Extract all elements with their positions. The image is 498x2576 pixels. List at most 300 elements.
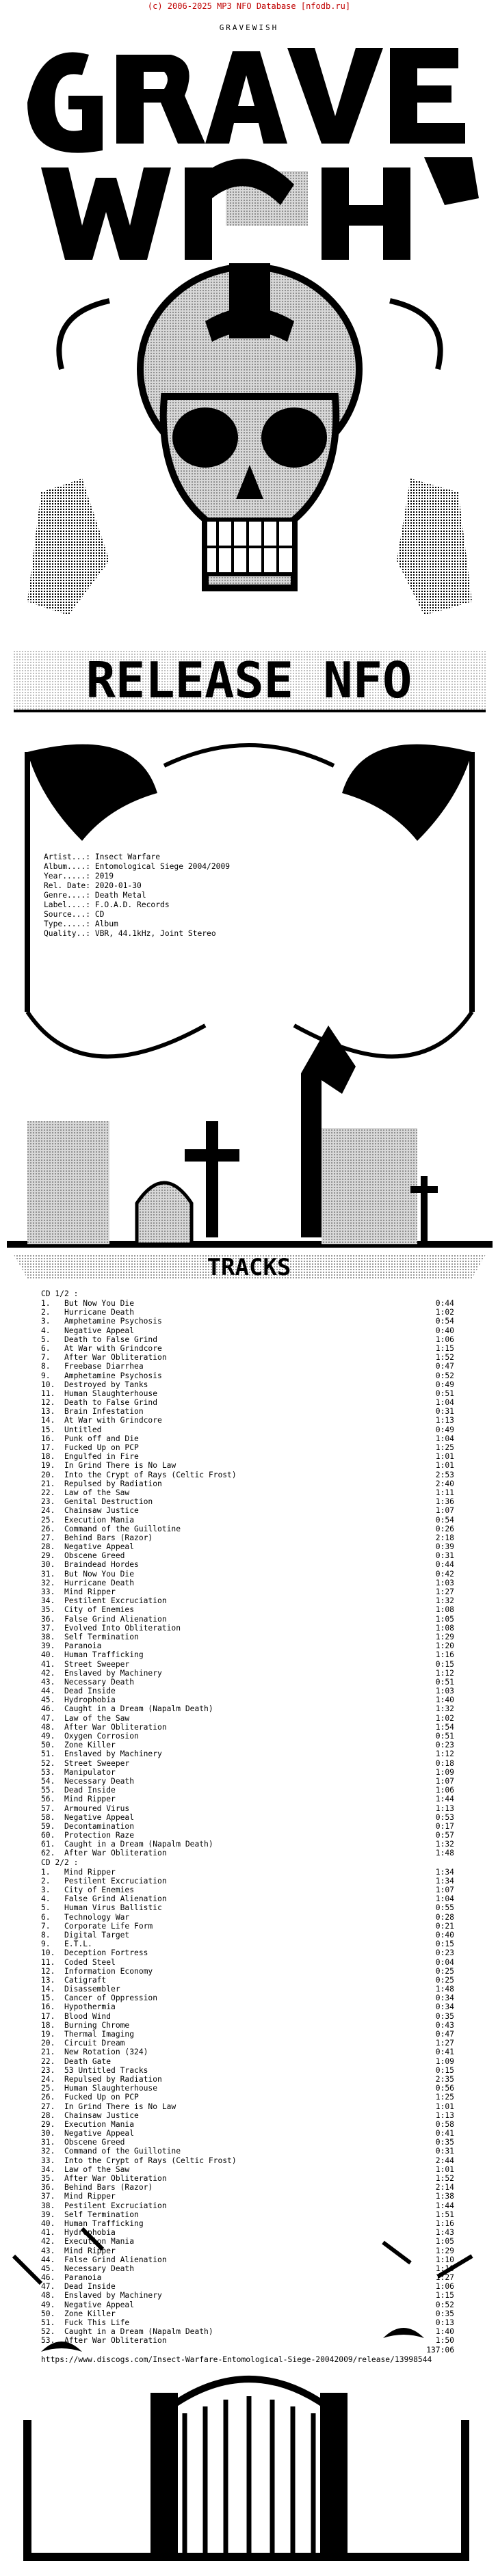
track-duration: 0:26: [435, 1524, 454, 1533]
group-name: GRAVEWISH: [219, 23, 279, 32]
track-title: 18. Burning Chrome: [41, 2020, 130, 2030]
track-duration: 1:03: [435, 1687, 454, 1696]
track-duration: 0:31: [435, 1551, 454, 1561]
track-row: [41, 2255, 454, 2264]
track-title: 13. Brain Infestation: [41, 1407, 144, 1417]
track-row: [41, 2210, 454, 2219]
track-duration: 1:03: [435, 1578, 454, 1587]
track-title: 37. Mind Ripper: [41, 2192, 116, 2201]
track-title: 25. Execution Mania: [41, 1515, 135, 1525]
track-duration: 0:51: [435, 1388, 454, 1398]
info-album: Album....: Entomological Siege 2004/2009: [44, 862, 231, 871]
track-duration: 1:09: [435, 2056, 454, 2066]
track-title: 9. E.T.L.: [41, 1940, 92, 1949]
track-title: 35. City of Enemies: [41, 1605, 135, 1615]
track-duration: 1:32: [435, 1840, 454, 1849]
track-duration: 0:35: [435, 2138, 454, 2147]
track-row: [41, 2219, 454, 2228]
track-title: 56. Mind Ripper: [41, 1795, 116, 1804]
track-title: 36. Behind Bars (Razor): [41, 2183, 153, 2192]
track-title: 22. Death Gate: [41, 2056, 112, 2066]
track-row: [41, 1650, 454, 1659]
track-duration: 0:41: [435, 2129, 454, 2138]
track-duration: 1:09: [435, 1767, 454, 1777]
track-duration: 1:02: [435, 1308, 454, 1317]
track-duration: 0:54: [435, 1317, 454, 1326]
track-row: [41, 2093, 454, 2102]
track-row: [41, 2336, 454, 2345]
track-row: [41, 1461, 454, 1470]
track-title: 51. Enslaved by Machinery: [41, 1749, 162, 1759]
track-row: [41, 2165, 454, 2174]
track-duration: 1:15: [435, 1343, 454, 1353]
track-title: 41. Hydrophobia: [41, 2228, 116, 2238]
track-duration: 1:01: [435, 2102, 454, 2111]
info-quality: Quality..: VBR, 44.1kHz, Joint Stereo: [44, 929, 216, 938]
track-row: [41, 1479, 454, 1488]
gravewish-logo: [27, 48, 479, 260]
track-title: 39. Paranoia: [41, 1641, 102, 1651]
track-title: 15. Cancer of Oppression: [41, 1994, 158, 2003]
cd2-label: CD 2/2 :: [41, 1857, 79, 1867]
info-source: Source...: CD: [44, 910, 105, 919]
track-row: [41, 1326, 454, 1335]
track-title: 44. Dead Inside: [41, 1687, 116, 1696]
track-row: [41, 1533, 454, 1542]
track-row: [41, 2129, 454, 2138]
track-row: [41, 1516, 454, 1525]
track-row: [41, 2174, 454, 2183]
track-row: [41, 1678, 454, 1687]
cd1-label: CD 1/2 :: [41, 1289, 79, 1298]
track-row: [41, 1371, 454, 1380]
track-duration: 0:31: [435, 2147, 454, 2156]
track-duration: 1:25: [435, 2093, 454, 2102]
track-title: 34. Law of the Saw: [41, 2164, 130, 2174]
track-row: [41, 1542, 454, 1551]
track-row: [41, 2282, 454, 2291]
track-duration: 1:06: [435, 1334, 454, 1344]
track-title: 14. At War with Grindcore: [41, 1416, 162, 1425]
track-title: 52. Caught in a Dream (Napalm Death): [41, 2327, 213, 2337]
track-title: 30. Braindead Hordes: [41, 1560, 139, 1570]
release-info: [44, 853, 230, 939]
track-row: [41, 1471, 454, 1479]
track-duration: 0:51: [435, 1732, 454, 1741]
track-row: [41, 2264, 454, 2273]
cd2-tracklist: [41, 1868, 454, 2346]
track-duration: 1:07: [435, 1886, 454, 1894]
discogs-url[interactable]: https://www.discogs.com/Insect-Warfare-Entomological-Siege-20042009/release/13998544: [41, 2354, 432, 2364]
track-row: [41, 1831, 454, 1840]
track-title: 45. Necessary Death: [41, 2264, 135, 2273]
track-duration: 1:05: [435, 2237, 454, 2246]
track-duration: 1:06: [435, 2282, 454, 2292]
track-title: 60. Protection Raze: [41, 1831, 135, 1840]
release-nfo-banner: [14, 649, 486, 711]
track-duration: 1:48: [435, 1985, 454, 1994]
track-title: 32. Hurricane Death: [41, 1578, 135, 1587]
track-row: [41, 2147, 454, 2156]
track-title: 15. Untitled: [41, 1425, 102, 1434]
track-duration: 0:13: [435, 2318, 454, 2327]
track-row: [41, 1994, 454, 2002]
track-title: 43. Mind Ripper: [41, 2246, 116, 2255]
track-row: [41, 1443, 454, 1452]
track-duration: 1:04: [435, 1398, 454, 1408]
track-row: [41, 2066, 454, 2075]
track-title: 11. Coded Steel: [41, 1957, 116, 1967]
track-title: 26. Fucked Up on PCP: [41, 2093, 139, 2102]
track-title: 5. Death to False Grind: [41, 1334, 158, 1344]
track-duration: 1:50: [435, 2336, 454, 2346]
track-row: [41, 1886, 454, 1894]
track-duration: 1:12: [435, 1668, 454, 1678]
track-duration: 1:29: [435, 2246, 454, 2255]
track-duration: 1:51: [435, 2210, 454, 2219]
track-duration: 0:58: [435, 2119, 454, 2129]
track-title: 33. Into the Crypt of Rays (Celtic Frost): [41, 2156, 237, 2165]
track-row: [41, 2183, 454, 2192]
track-title: 21. New Rotation (324): [41, 2048, 148, 2057]
track-row: [41, 2111, 454, 2120]
track-duration: 1:07: [435, 1776, 454, 1786]
track-title: 27. Behind Bars (Razor): [41, 1533, 153, 1542]
track-row: [41, 1362, 454, 1371]
track-title: 59. Decontamination: [41, 1821, 135, 1831]
track-duration: 0:35: [435, 2011, 454, 2021]
track-row: [41, 1940, 454, 1948]
track-duration: 1:16: [435, 2218, 454, 2228]
track-row: [41, 2084, 454, 2093]
track-duration: 0:25: [435, 1966, 454, 1976]
track-duration: 1:40: [435, 2327, 454, 2337]
track-title: 49. Oxygen Corrosion: [41, 1732, 139, 1741]
track-title: 40. Human Trafficking: [41, 1650, 144, 1660]
track-title: 8. Freebase Diarrhea: [41, 1362, 144, 1371]
track-duration: 1:11: [435, 1488, 454, 1497]
track-row: [41, 1723, 454, 1732]
track-title: 58. Negative Appeal: [41, 1812, 135, 1822]
track-title: 22. Law of the Saw: [41, 1488, 130, 1497]
track-duration: 1:10: [435, 2264, 454, 2273]
track-duration: 2:53: [435, 1470, 454, 1479]
track-duration: 0:49: [435, 1380, 454, 1389]
track-title: 19. Thermal Imaging: [41, 2030, 135, 2039]
track-duration: 1:48: [435, 1849, 454, 1858]
track-duration: 0:23: [435, 1741, 454, 1750]
track-row: [41, 2309, 454, 2318]
track-title: 38. Self Termination: [41, 1632, 139, 1641]
track-duration: 0:47: [435, 2030, 454, 2039]
track-duration: 0:44: [435, 1299, 454, 1308]
track-row: [41, 2156, 454, 2165]
track-row: [41, 1804, 454, 1813]
track-title: 62. After War Obliteration: [41, 1849, 167, 1858]
track-row: [41, 1687, 454, 1695]
track-title: 14. Disassembler: [41, 1985, 120, 1994]
track-title: 37. Evolved Into Obliteration: [41, 1623, 181, 1633]
track-duration: 1:13: [435, 2110, 454, 2120]
track-duration: 1:38: [435, 2192, 454, 2201]
track-row: [41, 2002, 454, 2011]
track-row: [41, 1497, 454, 1506]
track-title: 43. Necessary Death: [41, 1677, 135, 1687]
track-title: 8. Digital Target: [41, 1930, 130, 1940]
track-duration: 1:04: [435, 1434, 454, 1443]
track-title: 38. Pestilent Excruciation: [41, 2201, 167, 2210]
track-duration: 1:29: [435, 1632, 454, 1641]
track-title: 39. Self Termination: [41, 2210, 139, 2219]
track-duration: 1:36: [435, 1497, 454, 1507]
track-title: 17. Blood Wind: [41, 2011, 112, 2021]
track-title: 21. Repulsed by Radiation: [41, 1479, 162, 1488]
track-title: 6. At War with Grindcore: [41, 1343, 162, 1353]
track-title: 4. False Grind Alienation: [41, 1894, 167, 1904]
track-title: 25. Human Slaughterhouse: [41, 2084, 158, 2093]
track-row: [41, 1353, 454, 1362]
track-duration: 1:06: [435, 1786, 454, 1795]
track-duration: 0:28: [435, 1912, 454, 1922]
track-title: 44. False Grind Alienation: [41, 2255, 167, 2264]
track-title: 27. In Grind There is No Law: [41, 2102, 176, 2111]
total-duration: 137:06: [426, 2345, 454, 2354]
track-duration: 0:51: [435, 1677, 454, 1687]
track-title: 35. After War Obliteration: [41, 2174, 167, 2183]
track-row: [41, 1615, 454, 1624]
track-row: [41, 2228, 454, 2237]
track-title: 61. Caught in a Dream (Napalm Death): [41, 1840, 213, 1849]
track-title: 18. Engulfed in Fire: [41, 1452, 139, 1462]
track-row: [41, 1398, 454, 1407]
track-title: 28. Chainsaw Justice: [41, 2110, 139, 2120]
track-row: [41, 2057, 454, 2066]
track-row: [41, 1704, 454, 1713]
track-row: [41, 1749, 454, 1758]
track-duration: 1:12: [435, 1749, 454, 1759]
track-title: 1. Mind Ripper: [41, 1867, 116, 1877]
track-duration: 0:56: [435, 2084, 454, 2093]
track-title: 34. Pestilent Excruciation: [41, 1596, 167, 1606]
info-artist: Artist...: Insect Warfare: [44, 853, 161, 861]
track-title: 24. Chainsaw Justice: [41, 1506, 139, 1516]
track-title: 53. After War Obliteration: [41, 2336, 167, 2346]
track-duration: 0:15: [435, 2065, 454, 2075]
track-title: 11. Human Slaughterhouse: [41, 1388, 158, 1398]
track-title: 50. Zone Killer: [41, 1741, 116, 1750]
track-row: [41, 1488, 454, 1497]
track-duration: 2:35: [435, 2074, 454, 2084]
track-title: 42. Execution Mania: [41, 2237, 135, 2246]
track-row: [41, 1877, 454, 1886]
info-year: Year.....: 2019: [44, 872, 114, 881]
track-row: [41, 1903, 454, 1912]
track-duration: 0:52: [435, 1371, 454, 1380]
track-row: [41, 2318, 454, 2327]
track-title: 32. Command of the Guillotine: [41, 2147, 181, 2156]
track-title: 10. Deception Fortress: [41, 1948, 148, 1958]
track-row: [41, 2327, 454, 2336]
track-title: 17. Fucked Up on PCP: [41, 1443, 139, 1452]
track-title: 47. Law of the Saw: [41, 1713, 130, 1723]
track-row: [41, 1714, 454, 1723]
track-duration: 1:08: [435, 1605, 454, 1615]
track-title: 16. Hypothermia: [41, 2002, 116, 2012]
tracks-banner: [14, 1254, 486, 1281]
track-duration: 1:08: [435, 1623, 454, 1633]
track-row: [41, 1587, 454, 1596]
track-duration: 1:16: [435, 1650, 454, 1660]
track-duration: 1:44: [435, 1795, 454, 1804]
track-row: [41, 1948, 454, 1957]
track-duration: 1:27: [435, 1587, 454, 1596]
track-row: [41, 1759, 454, 1768]
track-row: [41, 1506, 454, 1515]
track-duration: 1:32: [435, 1704, 454, 1714]
track-row: [41, 1425, 454, 1434]
track-duration: 1:27: [435, 2273, 454, 2283]
track-duration: 1:01: [435, 1452, 454, 1462]
track-row: [41, 1525, 454, 1533]
track-row: [41, 1551, 454, 1560]
track-duration: 0:04: [435, 1957, 454, 1967]
track-title: 2. Hurricane Death: [41, 1308, 135, 1317]
track-row: [41, 1570, 454, 1579]
track-duration: 1:32: [435, 1596, 454, 1606]
track-row: [41, 2012, 454, 2021]
track-row: [41, 1768, 454, 1777]
track-title: 49. Negative Appeal: [41, 2300, 135, 2309]
track-title: 6. Technology War: [41, 1912, 130, 1922]
track-row: [41, 1669, 454, 1678]
track-duration: 2:14: [435, 2183, 454, 2192]
track-row: [41, 2201, 454, 2210]
track-row: [41, 2030, 454, 2039]
track-duration: 1:44: [435, 2201, 454, 2210]
track-duration: 0:18: [435, 1758, 454, 1768]
track-duration: 0:31: [435, 1407, 454, 1417]
track-title: 5. Human Virus Ballistic: [41, 1903, 162, 1913]
track-duration: 1:04: [435, 1894, 454, 1904]
track-title: 33. Mind Ripper: [41, 1587, 116, 1596]
track-title: 48. Enslaved by Machinery: [41, 2291, 162, 2300]
track-row: [41, 1335, 454, 1344]
track-row: [41, 1777, 454, 1786]
track-duration: 1:01: [435, 1461, 454, 1471]
track-row: [41, 2273, 454, 2282]
track-row: [41, 1579, 454, 1587]
track-duration: 0:57: [435, 1831, 454, 1840]
track-row: [41, 1624, 454, 1633]
track-row: [41, 1344, 454, 1353]
track-title: 7. After War Obliteration: [41, 1353, 167, 1363]
track-title: 23. Genital Destruction: [41, 1497, 153, 1507]
track-title: 13. Catigraft: [41, 1975, 107, 1985]
track-duration: 1:34: [435, 1867, 454, 1877]
track-duration: 0:25: [435, 1975, 454, 1985]
track-title: 16. Punk off and Die: [41, 1434, 139, 1443]
track-duration: 1:54: [435, 1722, 454, 1732]
track-title: 19. In Grind There is No Law: [41, 1461, 176, 1471]
track-duration: 1:05: [435, 1614, 454, 1624]
track-title: 30. Negative Appeal: [41, 2129, 135, 2138]
track-title: 55. Dead Inside: [41, 1786, 116, 1795]
track-title: 57. Armoured Virus: [41, 1803, 130, 1813]
track-duration: 1:01: [435, 2164, 454, 2174]
info-genre: Genre....: Death Metal: [44, 891, 146, 900]
track-duration: 0:39: [435, 1542, 454, 1552]
track-row: [41, 1813, 454, 1822]
track-row: [41, 1434, 454, 1443]
track-title: 29. Execution Mania: [41, 2119, 135, 2129]
track-duration: 0:49: [435, 1425, 454, 1434]
track-duration: 0:17: [435, 1821, 454, 1831]
track-row: [41, 2192, 454, 2201]
track-row: [41, 1317, 454, 1326]
track-duration: 0:54: [435, 1515, 454, 1525]
track-duration: 1:52: [435, 2174, 454, 2183]
info-label: Label....: F.O.A.D. Records: [44, 900, 170, 909]
track-duration: 1:02: [435, 1713, 454, 1723]
track-duration: 1:07: [435, 1506, 454, 1516]
track-duration: 0:43: [435, 2020, 454, 2030]
track-title: 23. 53 Untitled Tracks: [41, 2065, 148, 2075]
svg-text:TRACKS: TRACKS: [207, 1254, 291, 1281]
track-duration: 1:20: [435, 1641, 454, 1651]
track-row: [41, 1299, 454, 1308]
info-type: Type.....: Album: [44, 920, 118, 928]
track-title: 47. Dead Inside: [41, 2282, 116, 2292]
track-title: 24. Repulsed by Radiation: [41, 2074, 162, 2084]
track-duration: 0:42: [435, 1569, 454, 1579]
track-row: [41, 2120, 454, 2129]
track-row: [41, 1452, 454, 1461]
track-row: [41, 1389, 454, 1398]
track-title: 50. Zone Killer: [41, 2309, 116, 2318]
track-duration: 0:53: [435, 1812, 454, 1822]
track-row: [41, 1660, 454, 1669]
track-row: [41, 1967, 454, 1976]
skull-art: [27, 263, 472, 615]
track-title: 1. But Now You Die: [41, 1299, 135, 1308]
track-duration: 0:34: [435, 2002, 454, 2012]
track-duration: 0:47: [435, 1362, 454, 1371]
track-row: [41, 1976, 454, 1985]
track-title: 46. Caught in a Dream (Napalm Death): [41, 1704, 213, 1714]
track-duration: 0:40: [435, 1326, 454, 1335]
track-row: [41, 1894, 454, 1903]
track-duration: 0:44: [435, 1560, 454, 1570]
track-duration: 2:40: [435, 1479, 454, 1488]
track-duration: 1:10: [435, 2255, 454, 2264]
track-row: [41, 1407, 454, 1416]
track-title: 51. Fuck This Life: [41, 2318, 130, 2327]
track-title: 54. Necessary Death: [41, 1776, 135, 1786]
cd1-tracklist: [41, 1299, 454, 1858]
track-row: [41, 2237, 454, 2246]
track-duration: 0:15: [435, 1940, 454, 1949]
track-duration: 1:13: [435, 1803, 454, 1813]
track-row: [41, 2048, 454, 2056]
track-title: 41. Street Sweeper: [41, 1659, 130, 1669]
track-title: 2. Pestilent Excruciation: [41, 1876, 167, 1886]
track-duration: 0:35: [435, 2309, 454, 2318]
track-duration: 1:27: [435, 2039, 454, 2048]
track-duration: 1:40: [435, 1695, 454, 1705]
track-title: 42. Enslaved by Machinery: [41, 1668, 162, 1678]
track-row: [41, 2138, 454, 2147]
track-duration: 0:41: [435, 2048, 454, 2057]
